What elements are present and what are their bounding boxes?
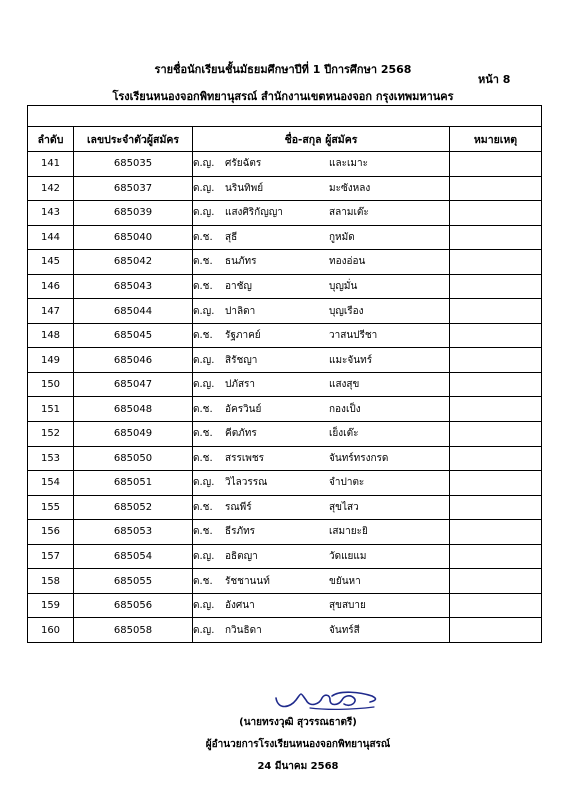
applicant-name [193, 422, 450, 447]
first-name: ธีรภัทร [225, 526, 256, 538]
first-name: รัฐภาคย์ [225, 330, 261, 342]
applicant-id: 685046 [74, 348, 193, 373]
signature-date: 24 มีนาคม 2568 [257, 761, 339, 772]
applicant-name [193, 201, 450, 226]
applicant-name [193, 495, 450, 520]
applicant-id: 685042 [74, 250, 193, 275]
row-number: 145 [28, 250, 74, 275]
row-number: 150 [28, 372, 74, 397]
row-number: 157 [28, 544, 74, 569]
remark-cell [450, 323, 542, 348]
last-name: เสมายะยิ [329, 526, 368, 538]
signature-scribble [270, 688, 390, 712]
name-prefix: ด.ญ. [193, 182, 215, 194]
first-name: แสงศิริกัญญา [225, 207, 283, 219]
applicant-id: 685053 [74, 520, 193, 545]
name-prefix: ด.ญ. [193, 551, 215, 563]
row-number: 144 [28, 225, 74, 250]
applicant-id: 685056 [74, 593, 193, 618]
applicant-id: 685058 [74, 618, 193, 643]
row-number: 156 [28, 520, 74, 545]
row-number: 160 [28, 618, 74, 643]
first-name: สุธี [225, 231, 238, 243]
table-row [28, 372, 542, 397]
remark-cell [450, 422, 542, 447]
remark-cell [450, 348, 542, 373]
last-name: วาสนปรีชา [329, 330, 378, 342]
applicant-name [193, 274, 450, 299]
table-row [28, 569, 542, 594]
first-name: ปภัสรา [225, 379, 256, 391]
row-number: 159 [28, 593, 74, 618]
first-name: ศรัยฉัตร [225, 158, 262, 170]
row-number: 146 [28, 274, 74, 299]
applicant-id: 685039 [74, 201, 193, 226]
table-row [28, 274, 542, 299]
last-name: มะซังหลง [329, 182, 371, 194]
remark-cell [450, 299, 542, 324]
remark-cell [450, 250, 542, 275]
applicant-name [193, 299, 450, 324]
table-row [28, 152, 542, 177]
last-name: จำปาตะ [329, 477, 365, 489]
last-name: แสงสุข [329, 379, 360, 391]
applicant-id: 685047 [74, 372, 193, 397]
last-name: สุขสบาย [329, 600, 366, 612]
table-row [28, 446, 542, 471]
first-name: นรินทิพย์ [225, 182, 264, 194]
school-name: โรงเรียนหนองจอกพิทยานุสรณ์ สำนักงานเขตหนองจอก กรุงเทพมหานคร [112, 90, 454, 103]
applicant-id: 685043 [74, 274, 193, 299]
row-number: 155 [28, 495, 74, 520]
row-number: 158 [28, 569, 74, 594]
table-row [28, 471, 542, 496]
signatory-name: (นายทรงวุฒิ สุวรรณธาตรี) [239, 717, 357, 728]
last-name: กูหมัด [329, 231, 355, 243]
first-name: รณพีร์ [225, 501, 252, 513]
remark-cell [450, 569, 542, 594]
remark-cell [450, 176, 542, 201]
student-roster-table [27, 105, 542, 643]
last-name: และเมาะ [329, 158, 368, 170]
last-name: เย็งเต๊ะ [329, 428, 359, 440]
table-row [28, 348, 542, 373]
row-number: 147 [28, 299, 74, 324]
table-row [28, 397, 542, 422]
row-number: 154 [28, 471, 74, 496]
col-header-name: ชื่อ-สกุล ผู้สมัคร [193, 127, 450, 152]
table-row [28, 201, 542, 226]
table-row [28, 495, 542, 520]
applicant-name [193, 618, 450, 643]
name-prefix: ด.ช. [193, 403, 213, 415]
last-name: บุญเรือง [329, 305, 364, 317]
last-name: สุขไสว [329, 501, 359, 513]
applicant-name [193, 372, 450, 397]
applicant-name [193, 250, 450, 275]
remark-cell [450, 618, 542, 643]
applicant-name [193, 323, 450, 348]
first-name: สรรเพชร [225, 452, 265, 464]
applicant-id: 685052 [74, 495, 193, 520]
remark-cell [450, 372, 542, 397]
applicant-id: 685049 [74, 422, 193, 447]
applicant-name [193, 176, 450, 201]
first-name: สิรัชญา [225, 354, 258, 366]
table-row [28, 299, 542, 324]
table-row [28, 250, 542, 275]
table-row [28, 422, 542, 447]
name-prefix: ด.ญ. [193, 600, 215, 612]
applicant-name [193, 569, 450, 594]
remark-cell [450, 397, 542, 422]
remark-cell [450, 274, 542, 299]
applicant-name [193, 471, 450, 496]
name-prefix: ด.ช. [193, 575, 213, 587]
last-name: วัดแยแม [329, 551, 367, 563]
name-prefix: ด.ช. [193, 428, 213, 440]
name-prefix: ด.ช. [193, 330, 213, 342]
row-number: 152 [28, 422, 74, 447]
last-name: แมะจันทร์ [329, 354, 373, 366]
remark-cell [450, 520, 542, 545]
remark-cell [450, 593, 542, 618]
first-name: ปาลิดา [225, 305, 256, 317]
applicant-id: 685050 [74, 446, 193, 471]
row-number: 149 [28, 348, 74, 373]
name-prefix: ด.ช. [193, 452, 213, 464]
applicant-id: 685044 [74, 299, 193, 324]
page-number: หน้า 8 [478, 73, 511, 86]
signatory-position: ผู้อำนวยการโรงเรียนหนองจอกพิทยานุสรณ์ [205, 739, 391, 750]
applicant-id: 685045 [74, 323, 193, 348]
name-prefix: ด.ญ. [193, 305, 215, 317]
applicant-name [193, 225, 450, 250]
name-prefix: ด.ญ. [193, 379, 215, 391]
remark-cell [450, 446, 542, 471]
applicant-name [193, 520, 450, 545]
name-prefix: ด.ญ. [193, 477, 215, 489]
name-prefix: ด.ช. [193, 526, 213, 538]
blank-top-row [28, 106, 542, 127]
name-prefix: ด.ญ. [193, 624, 215, 636]
applicant-id: 685035 [74, 152, 193, 177]
applicant-id: 685055 [74, 569, 193, 594]
remark-cell [450, 152, 542, 177]
applicant-name [193, 593, 450, 618]
applicant-name [193, 152, 450, 177]
row-number: 141 [28, 152, 74, 177]
table-row [28, 176, 542, 201]
first-name: อาชัญ [225, 281, 252, 292]
name-prefix: ด.ญ. [193, 207, 215, 219]
applicant-id: 685037 [74, 176, 193, 201]
name-prefix: ด.ญ. [193, 354, 215, 366]
applicant-id: 685048 [74, 397, 193, 422]
table-row [28, 593, 542, 618]
col-header-no: ลำดับ [28, 127, 74, 152]
first-name: กวินธิดา [225, 624, 262, 636]
first-name: วิไลวรรณ [225, 477, 268, 489]
row-number: 143 [28, 201, 74, 226]
applicant-name [193, 544, 450, 569]
remark-cell [450, 544, 542, 569]
first-name: ธนภัทร [225, 256, 257, 268]
table-row [28, 323, 542, 348]
table-header-row [28, 127, 542, 152]
last-name: สลามเต๊ะ [329, 207, 369, 219]
applicant-name [193, 397, 450, 422]
remark-cell [450, 495, 542, 520]
table-row [28, 520, 542, 545]
col-header-note: หมายเหตุ [450, 127, 542, 152]
first-name: รัชชานนท์ [225, 575, 270, 587]
last-name: จันทร์ทรงกรด [329, 452, 389, 464]
last-name: ทองอ่อน [329, 256, 366, 268]
applicant-id: 685051 [74, 471, 193, 496]
table-row [28, 225, 542, 250]
table-row [28, 544, 542, 569]
remark-cell [450, 201, 542, 226]
last-name: บุญมั่น [329, 281, 358, 292]
row-number: 151 [28, 397, 74, 422]
last-name: จันทร์สี [329, 624, 360, 636]
col-header-id: เลขประจำตัวผู้สมัคร [74, 127, 193, 152]
name-prefix: ด.ช. [193, 281, 213, 292]
applicant-id: 685054 [74, 544, 193, 569]
last-name: กองเป็ง [329, 403, 361, 415]
first-name: อัครวินย์ [225, 403, 262, 415]
document-title: รายชื่อนักเรียนชั้นมัธยมศึกษาปีที่ 1 ปีการศึกษา 2568 [154, 63, 412, 76]
first-name: อธิตญา [225, 551, 258, 563]
row-number: 153 [28, 446, 74, 471]
remark-cell [450, 471, 542, 496]
applicant-id: 685040 [74, 225, 193, 250]
first-name: อังศนา [225, 600, 255, 612]
table-row [28, 618, 542, 643]
applicant-name [193, 348, 450, 373]
first-name: คีตภัทร [225, 428, 257, 440]
applicant-name [193, 446, 450, 471]
name-prefix: ด.ช. [193, 256, 213, 268]
row-number: 142 [28, 176, 74, 201]
row-number: 148 [28, 323, 74, 348]
last-name: ขยันหา [329, 575, 361, 587]
name-prefix: ด.ช. [193, 501, 213, 513]
remark-cell [450, 225, 542, 250]
name-prefix: ด.ญ. [193, 158, 215, 170]
name-prefix: ด.ช. [193, 231, 213, 243]
